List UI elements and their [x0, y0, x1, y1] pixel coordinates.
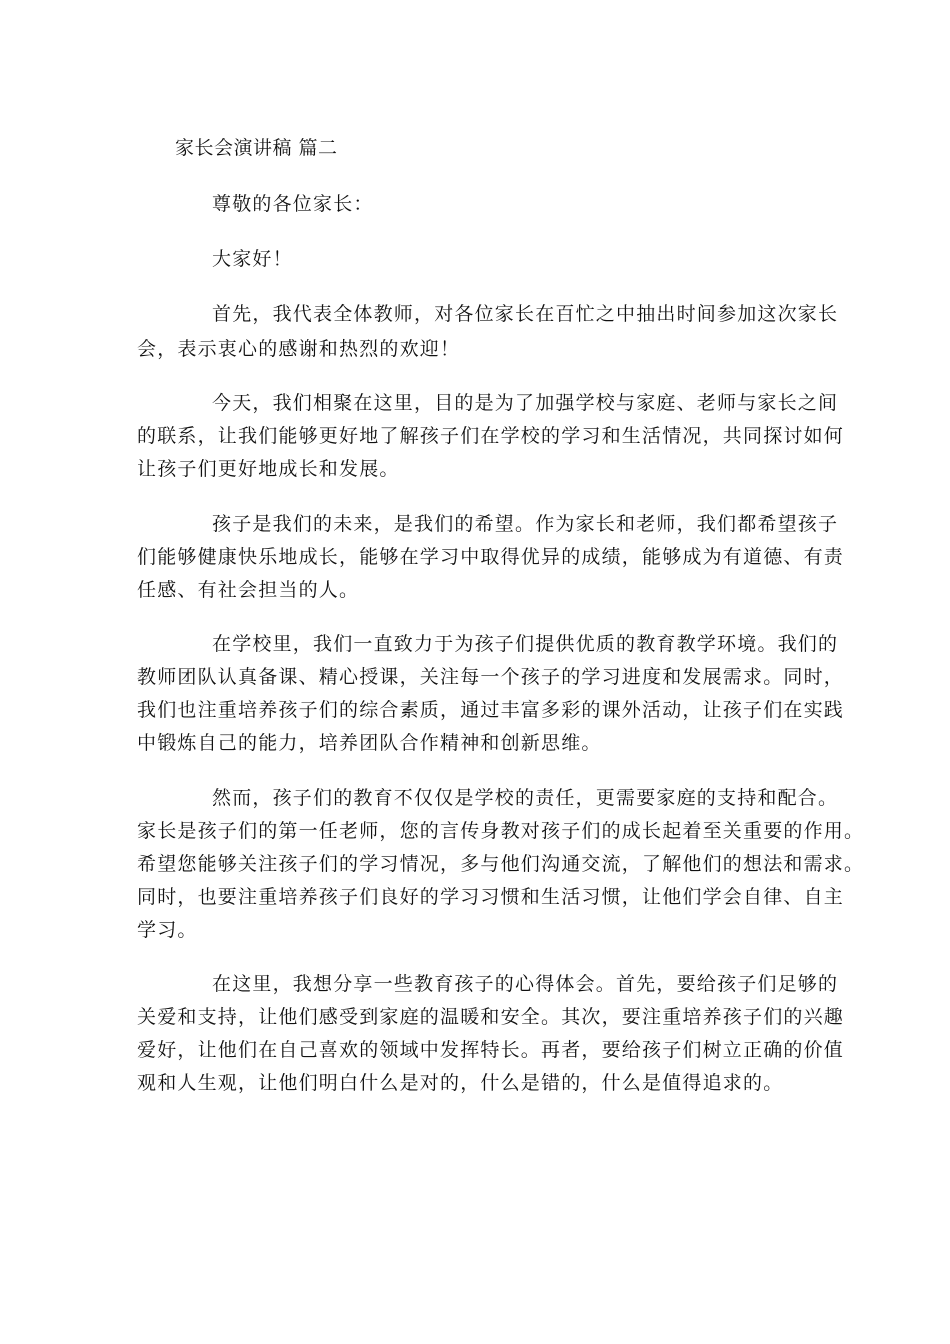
salutation: 尊敬的各位家长： [212, 193, 374, 215]
paragraph-line: 我们也注重培养孩子们的综合素质，通过丰富多彩的课外活动，让孩子们在实践 [137, 699, 845, 721]
paragraph-line: 的联系，让我们能够更好地了解孩子们在学校的学习和生活情况，共同探讨如何 [137, 425, 845, 447]
document-heading: 家长会演讲稿 篇二 [175, 137, 338, 159]
paragraph-line: 学习。 [137, 919, 198, 941]
paragraph-line: 们能够健康快乐地成长，能够在学习中取得优异的成绩，能够成为有道德、有责 [137, 546, 845, 568]
paragraph-line: 希望您能够关注孩子们的学习情况，多与他们沟通交流，了解他们的想法和需求。 [137, 853, 865, 875]
paragraph-line: 孩子是我们的未来，是我们的希望。作为家长和老师，我们都希望孩子 [212, 513, 839, 535]
paragraph-line: 同时，也要注重培养孩子们良好的学习习惯和生活习惯，让他们学会自律、自主 [137, 886, 845, 908]
paragraph-line: 观和人生观，让他们明白什么是对的，什么是错的，什么是值得追求的。 [137, 1072, 784, 1094]
paragraph-line: 让孩子们更好地成长和发展。 [137, 458, 400, 480]
paragraph-line: 家长是孩子们的第一任老师，您的言传身教对孩子们的成长起着至关重要的作用。 [137, 820, 865, 842]
paragraph-line: 爱好，让他们在自己喜欢的领域中发挥特长。再者，要给孩子们树立正确的价值 [137, 1039, 845, 1061]
paragraph-line: 在学校里，我们一直致力于为孩子们提供优质的教育教学环境。我们的 [212, 633, 839, 655]
paragraph-line: 首先，我代表全体教师，对各位家长在百忙之中抽出时间参加这次家长 [212, 303, 839, 325]
greeting: 大家好！ [212, 248, 293, 270]
paragraph-line: 任感、有社会担当的人。 [137, 579, 360, 601]
paragraph-line: 关爱和支持，让他们感受到家庭的温暖和安全。其次，要注重培养孩子们的兴趣 [137, 1006, 845, 1028]
paragraph-line: 在这里，我想分享一些教育孩子的心得体会。首先，要给孩子们足够的 [212, 973, 839, 995]
paragraph-line: 会，表示衷心的感谢和热烈的欢迎！ [137, 338, 461, 360]
paragraph-line: 教师团队认真备课、精心授课，关注每一个孩子的学习进度和发展需求。同时， [137, 666, 845, 688]
paragraph-line: 然而，孩子们的教育不仅仅是学校的责任，更需要家庭的支持和配合。 [212, 787, 839, 809]
paragraph-line: 中锻炼自己的能力，培养团队合作精神和创新思维。 [137, 732, 602, 754]
paragraph-line: 今天，我们相聚在这里，目的是为了加强学校与家庭、老师与家长之间 [212, 392, 839, 414]
